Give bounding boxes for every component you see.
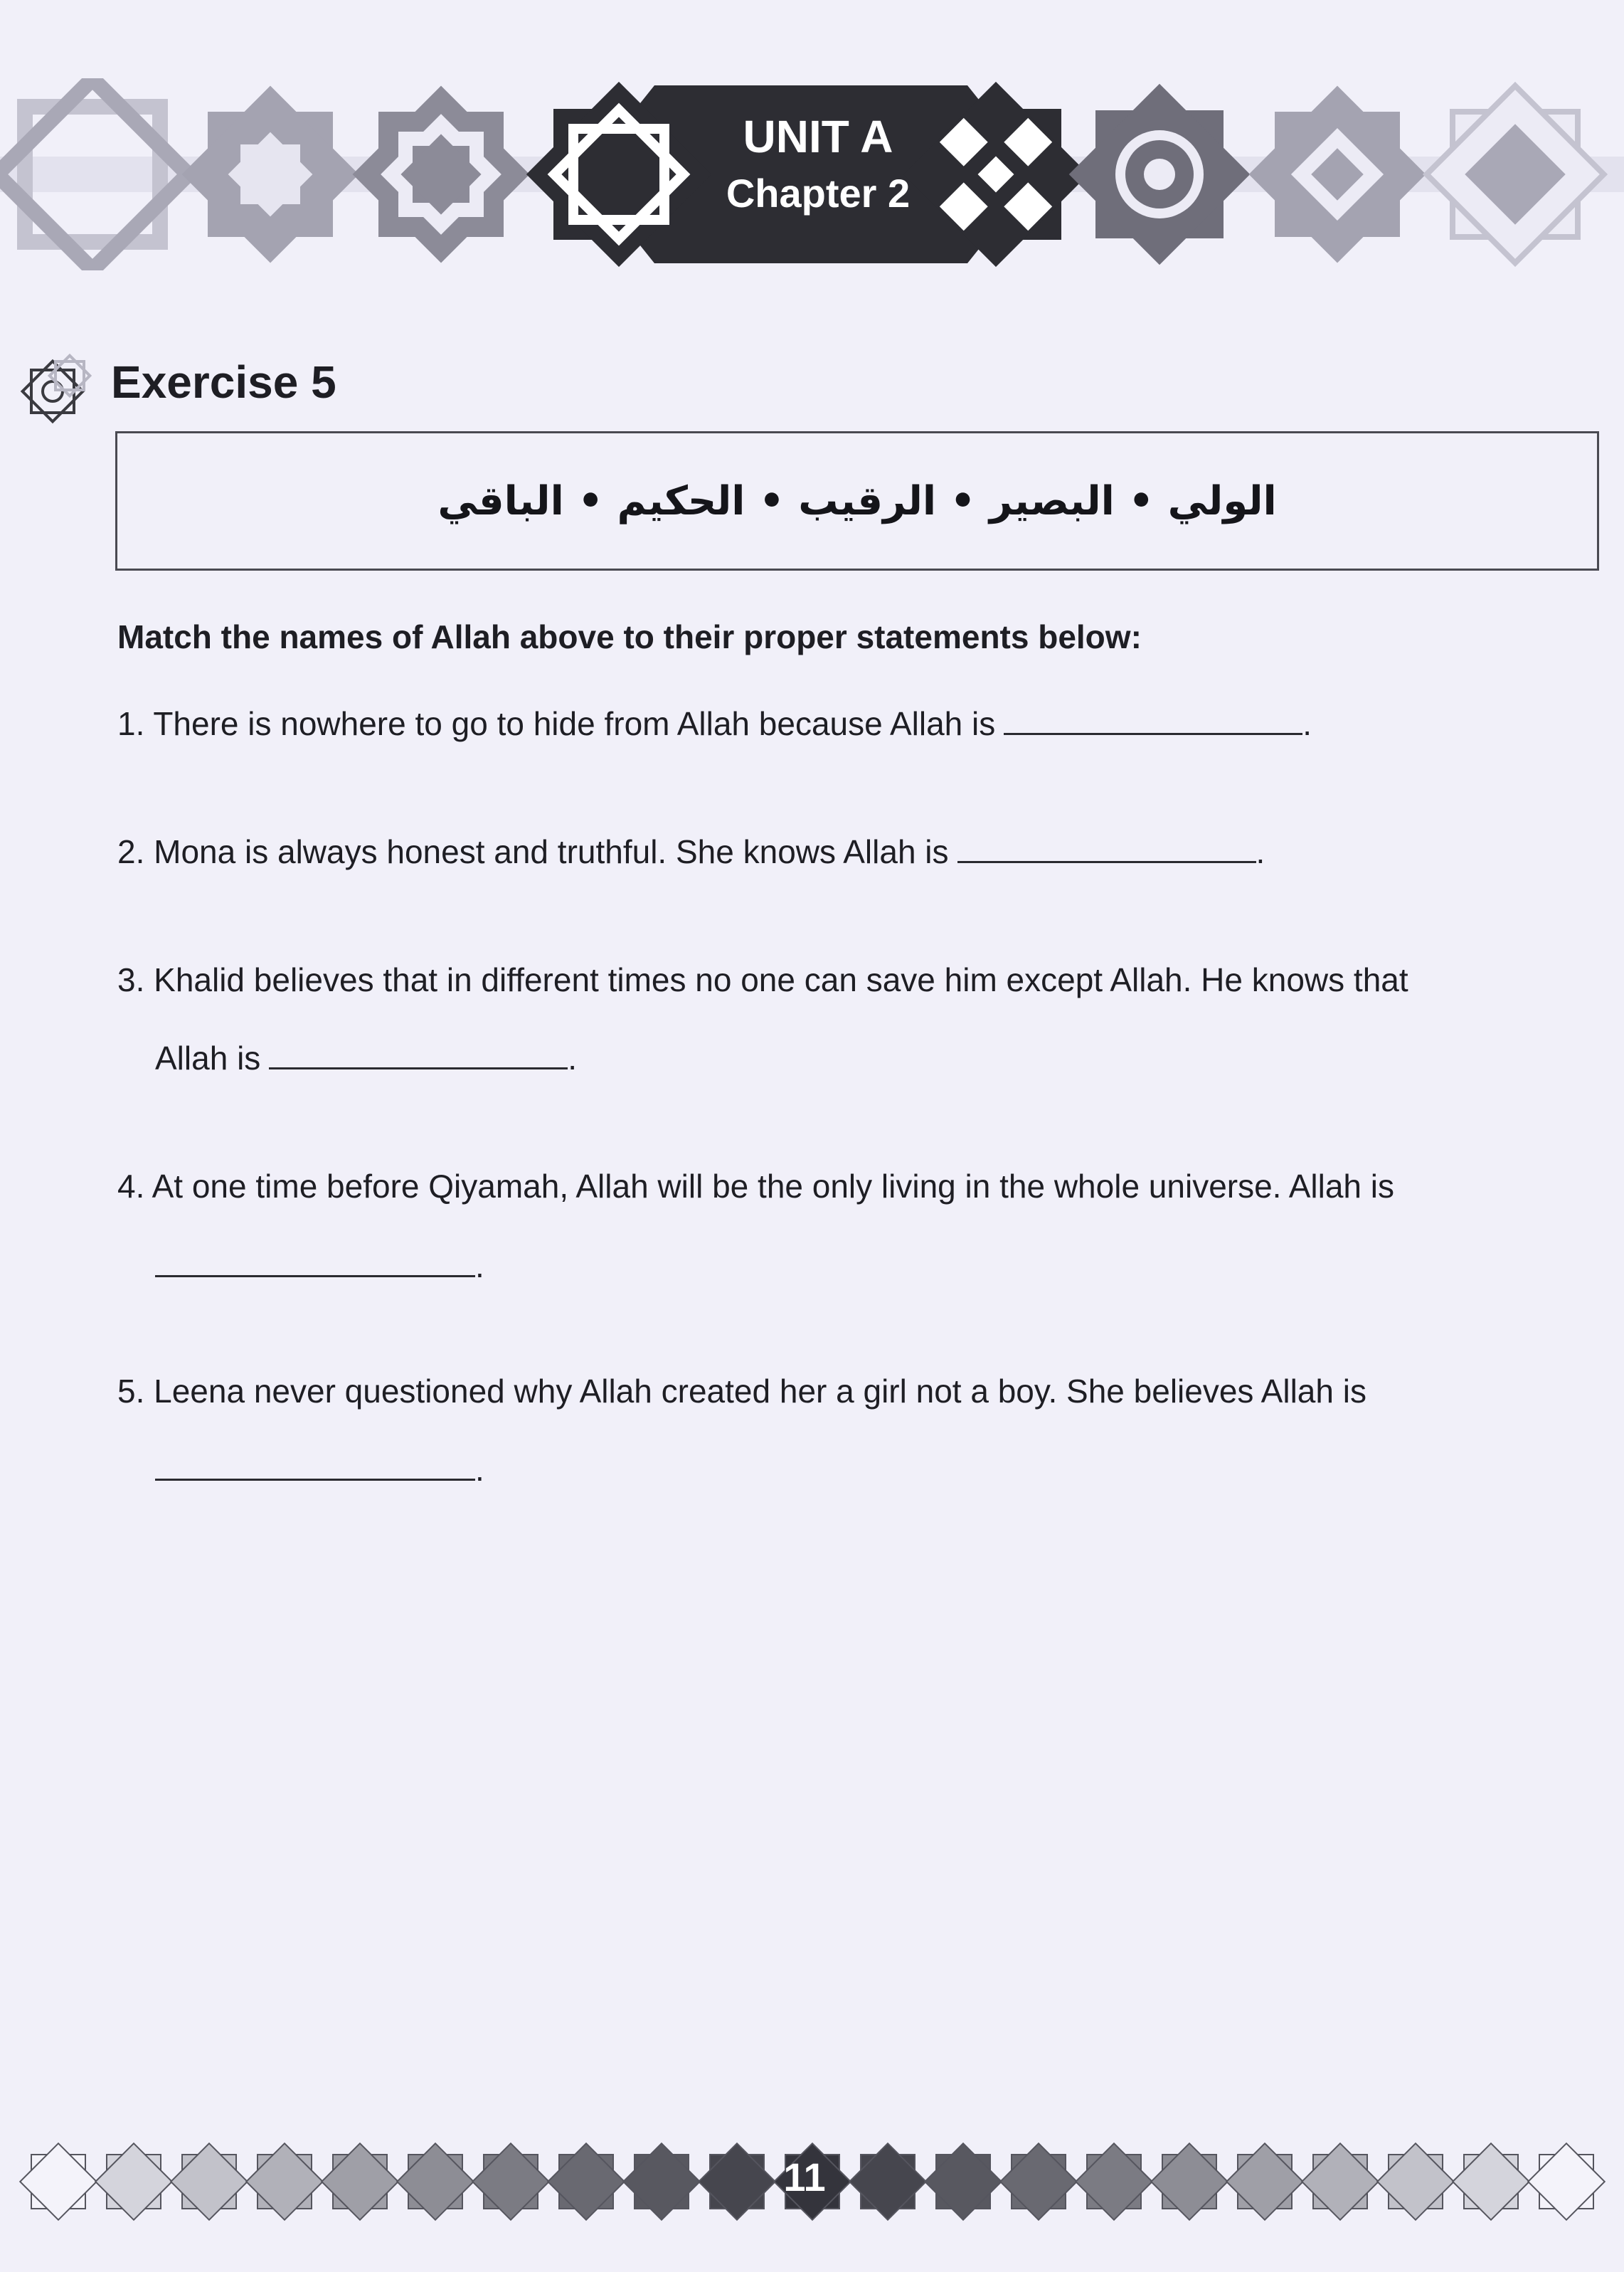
question-1 bbox=[117, 704, 1312, 743]
footer-star-icon bbox=[699, 2143, 775, 2219]
question-end: . bbox=[1256, 833, 1265, 870]
question-text: 5. Leena never questioned why Allah created her a girl not a boy. She believes Allah is bbox=[117, 1373, 1366, 1410]
footer-star-icon bbox=[1528, 2143, 1604, 2219]
question-3 bbox=[117, 961, 1408, 999]
exercise-title: Exercise 5 bbox=[111, 356, 336, 408]
question-end: . bbox=[1302, 705, 1312, 742]
question-end: . bbox=[568, 1040, 578, 1077]
footer-star-icon bbox=[1151, 2143, 1227, 2219]
footer-star-icon bbox=[171, 2143, 247, 2219]
footer-star-icon bbox=[95, 2143, 171, 2219]
page-number: 11 bbox=[783, 2155, 826, 2199]
question-end: . bbox=[475, 1247, 484, 1284]
question-5-answer-line bbox=[155, 1450, 484, 1489]
question-4 bbox=[117, 1167, 1394, 1205]
footer-star-icon bbox=[1302, 2143, 1378, 2219]
question-4-answer-line bbox=[155, 1247, 484, 1285]
answer-blank[interactable] bbox=[155, 1450, 475, 1481]
geometric-star-ornament bbox=[1069, 84, 1251, 265]
question-text: Allah is bbox=[155, 1040, 261, 1077]
question-2 bbox=[117, 833, 1265, 871]
answer-blank[interactable] bbox=[155, 1247, 475, 1277]
unit-chapter-heading bbox=[619, 111, 1017, 216]
question-text: 4. At one time before Qiyamah, Allah will be the only living in the whole universe. Allah is bbox=[117, 1168, 1394, 1205]
names-of-allah-box bbox=[115, 431, 1599, 571]
geometric-star-ornament bbox=[182, 86, 359, 263]
footer-star-icon bbox=[623, 2143, 699, 2219]
footer-star-icon bbox=[1076, 2143, 1152, 2219]
footer-star-icon bbox=[472, 2143, 548, 2219]
question-3-continuation bbox=[155, 1039, 577, 1077]
question-text: 2. Mona is always honest and truthful. She knows Allah is bbox=[117, 833, 949, 870]
footer-star-icon bbox=[1453, 2143, 1529, 2219]
answer-blank[interactable] bbox=[957, 833, 1256, 863]
footer-star-icon bbox=[849, 2143, 925, 2219]
footer-star-icon bbox=[1000, 2143, 1076, 2219]
exercise-star-icon bbox=[10, 349, 95, 434]
exercise-instruction: Match the names of Allah above to their proper statements below: bbox=[117, 618, 1142, 655]
question-text: 1. There is nowhere to go to hide from Allah because Allah is bbox=[117, 705, 996, 742]
footer-star-icon bbox=[925, 2143, 1001, 2219]
geometric-star-ornament bbox=[353, 86, 530, 263]
footer-star-icon bbox=[322, 2143, 398, 2219]
answer-blank[interactable] bbox=[269, 1039, 568, 1069]
unit-label: UNIT A bbox=[743, 111, 893, 162]
geometric-star-ornament bbox=[1427, 86, 1604, 263]
footer-star-icon bbox=[20, 2143, 96, 2219]
question-end: . bbox=[475, 1451, 484, 1488]
footer-star-icon bbox=[548, 2143, 624, 2219]
names-of-allah-arabic: الولي • البصير • الرقيب • الحكيم • الباقي bbox=[437, 477, 1277, 524]
footer-star-icon bbox=[246, 2143, 322, 2219]
question-5 bbox=[117, 1372, 1366, 1410]
chapter-label: Chapter 2 bbox=[726, 171, 911, 216]
footer-star-icon bbox=[1226, 2143, 1302, 2219]
question-text: 3. Khalid believes that in different times no one can save him except Allah. He knows that bbox=[117, 961, 1408, 998]
geometric-star-ornament bbox=[1249, 86, 1426, 263]
footer-star-icon bbox=[397, 2143, 473, 2219]
footer-star-icon bbox=[1377, 2143, 1453, 2219]
answer-blank[interactable] bbox=[1004, 704, 1302, 735]
